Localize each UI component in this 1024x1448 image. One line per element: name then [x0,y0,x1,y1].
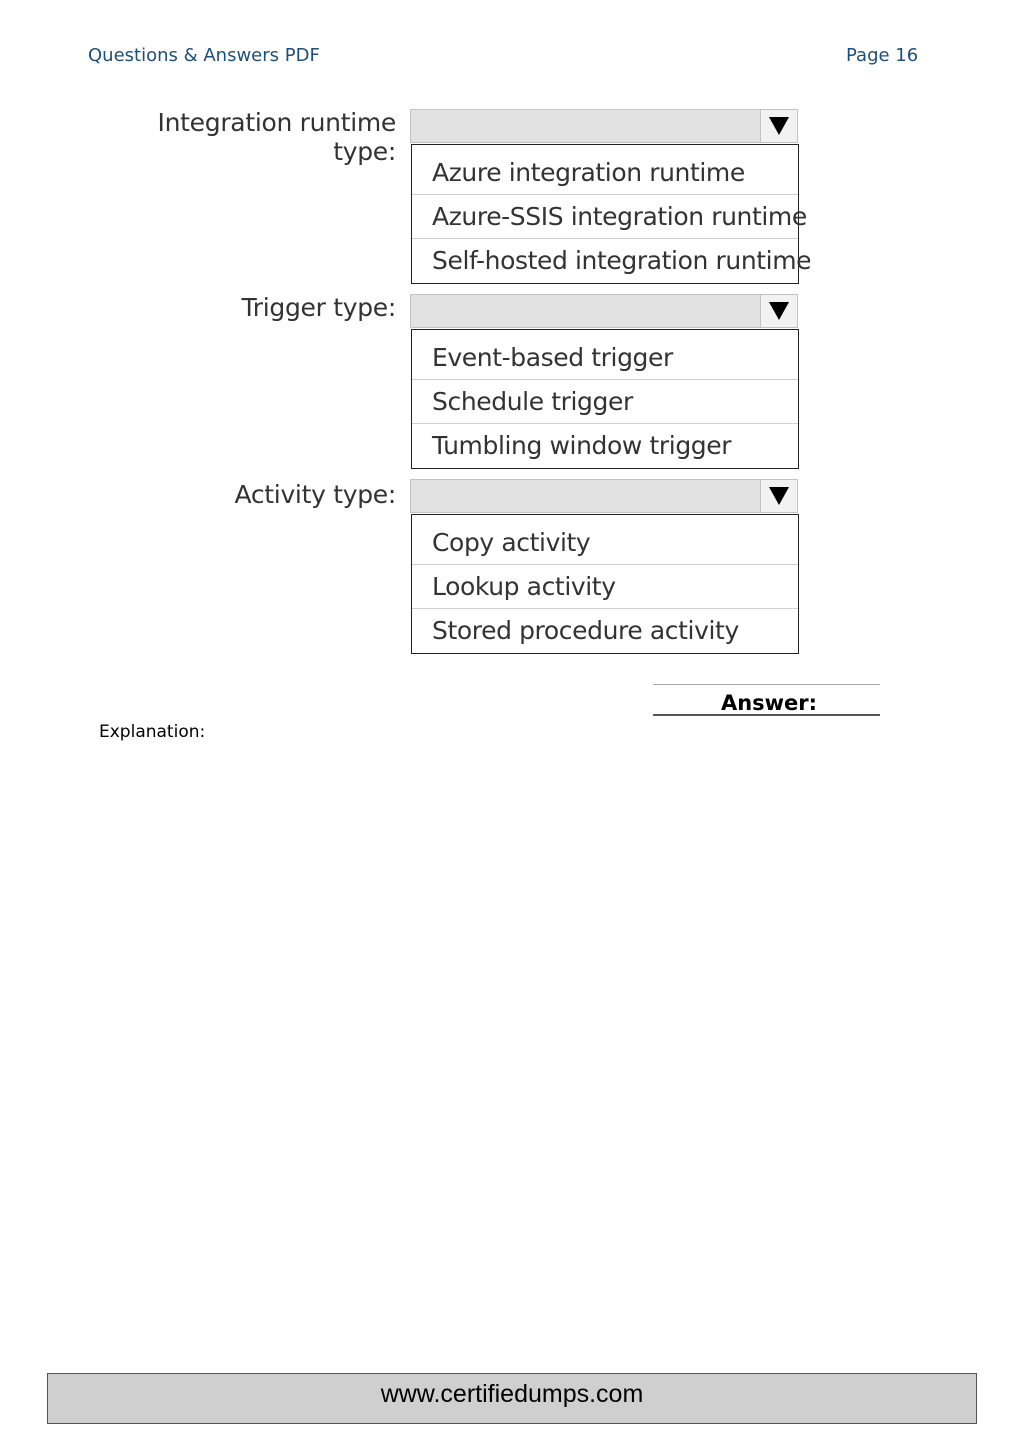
triangle-down-icon [769,487,789,505]
explanation-label: Explanation: [99,722,206,742]
trigger-type-options [411,329,799,469]
activity-type-options [411,514,799,654]
dropdown-button[interactable] [760,480,797,512]
dropdown-button[interactable] [760,110,797,142]
option-azure-ssis-ir[interactable]: Azure-SSIS integration runtime [412,195,798,239]
option-copy-activity[interactable]: Copy activity [412,515,798,565]
activity-type-label: Activity type: [234,480,396,509]
option-schedule-trigger[interactable]: Schedule trigger [412,380,798,424]
integration-runtime-type-label: Integration runtime type: [157,108,396,166]
integration-runtime-options [411,144,812,284]
footer-banner [47,1373,977,1424]
dropdown-button[interactable] [760,295,797,327]
option-azure-ir[interactable]: Azure integration runtime [412,145,798,195]
option-stored-procedure-activity[interactable]: Stored procedure activity [432,616,739,645]
option-tumbling-window-trigger[interactable]: Tumbling window trigger [432,431,732,460]
option-self-hosted-ir[interactable]: Self-hosted integration runtime [432,246,812,275]
option-event-based-trigger[interactable]: Event-based trigger [412,330,798,380]
answer-box [653,684,880,716]
answer-label: Answer: [720,691,818,715]
trigger-type-label: Trigger type: [241,293,396,322]
option-lookup-activity[interactable]: Lookup activity [412,565,798,609]
triangle-down-icon [769,302,789,320]
page-number: Page 16 [846,45,919,66]
trigger-type-select[interactable] [410,294,798,328]
triangle-down-icon [769,117,789,135]
activity-type-select[interactable] [410,479,798,513]
header-title: Questions & Answers PDF [88,45,320,66]
footer-url: www.certifiedumps.com [380,1380,644,1408]
integration-runtime-type-select[interactable] [410,109,798,143]
